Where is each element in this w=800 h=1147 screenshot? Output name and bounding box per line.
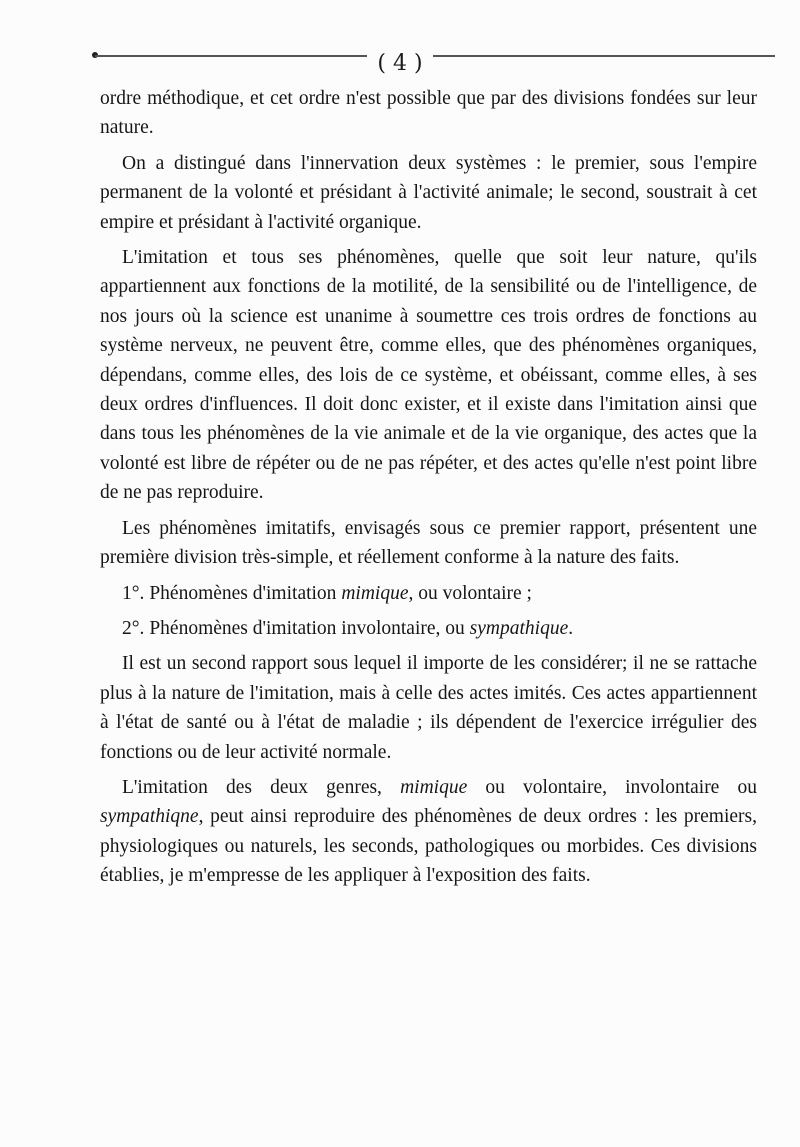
list-text: Phénomènes d'imitation involontaire, ou	[149, 617, 470, 639]
page-number-text: ( 4 )	[367, 51, 432, 76]
page-number	[0, 50, 800, 78]
list-item	[100, 579, 757, 608]
list-item	[100, 614, 757, 643]
text-run: ou volontaire, involontaire ou	[467, 776, 757, 798]
emphasis: sympathiqne	[100, 806, 199, 828]
paragraph: Il est un second rapport sous lequel il importe de les considérer; il ne se rattache plus à la nature de l'imitation, mais à celle des actes imités. Ces actes appartiennent à l'état de santé ou à l'état de maladie ; ils dépendent de l'exercice irrégulier des fonctions ou de leur activité normale.	[100, 653, 757, 763]
list-marker: 2°.	[122, 617, 150, 639]
body-text	[100, 84, 757, 897]
list-text: , ou volontaire ;	[408, 582, 532, 604]
list-text: .	[568, 617, 574, 639]
emphasis: sympathique	[469, 617, 569, 639]
paragraph: ordre méthodique, et cet ordre n'est possible que par des divisions fondées sur leur nature.	[100, 88, 757, 139]
paragraph: On a distingué dans l'innervation deux systèmes : le premier, sous l'empire permanent de la volonté et présidant à l'activité animale; le second, soustrait à cet empire et présidant à l'activité organique.	[100, 152, 757, 233]
paragraph: L'imitation et tous ses phénomènes, quelle que soit leur nature, qu'ils appartiennent aux fonctions de la motilité, de la sensibilité ou de l'intelligence, de nos jours où la science est unanime à soumettre ces trois ordres de fonctions au système nerveux, ne peuvent être, comme elles, que des phénomènes organiques, dépendans, comme elles, des lois de ce système, et obéissant, comme elles, à ses deux ordres d'influences. Il doit donc exister, et il existe dans l'imitation ainsi que dans tous les phénomènes de la vie animale et de la vie organique, des actes que la volonté est libre de répéter ou de ne pas répéter, et des actes qu'elle n'est point libre de ne pas reproduire.	[100, 247, 757, 504]
text-run: L'imitation des deux genres,	[122, 776, 401, 798]
text-run: , peut ainsi reproduire des phénomènes de deux ordres : les premiers, physiologiques ou naturels, les seconds, pathologiques ou morbides. Ces divisions établies, je m'empresse de les appliquer à l'exposition des faits.	[100, 806, 757, 887]
list-marker: 1°.	[122, 582, 150, 604]
paragraph	[100, 773, 757, 891]
paragraph: Les phénomènes imitatifs, envisagés sous ce premier rapport, présentent une première division très-simple, et réellement conforme à la nature des faits.	[100, 517, 757, 569]
emphasis: mimique	[341, 582, 409, 604]
list-text: Phénomènes d'imitation	[149, 582, 342, 604]
emphasis: mimique	[400, 776, 468, 798]
